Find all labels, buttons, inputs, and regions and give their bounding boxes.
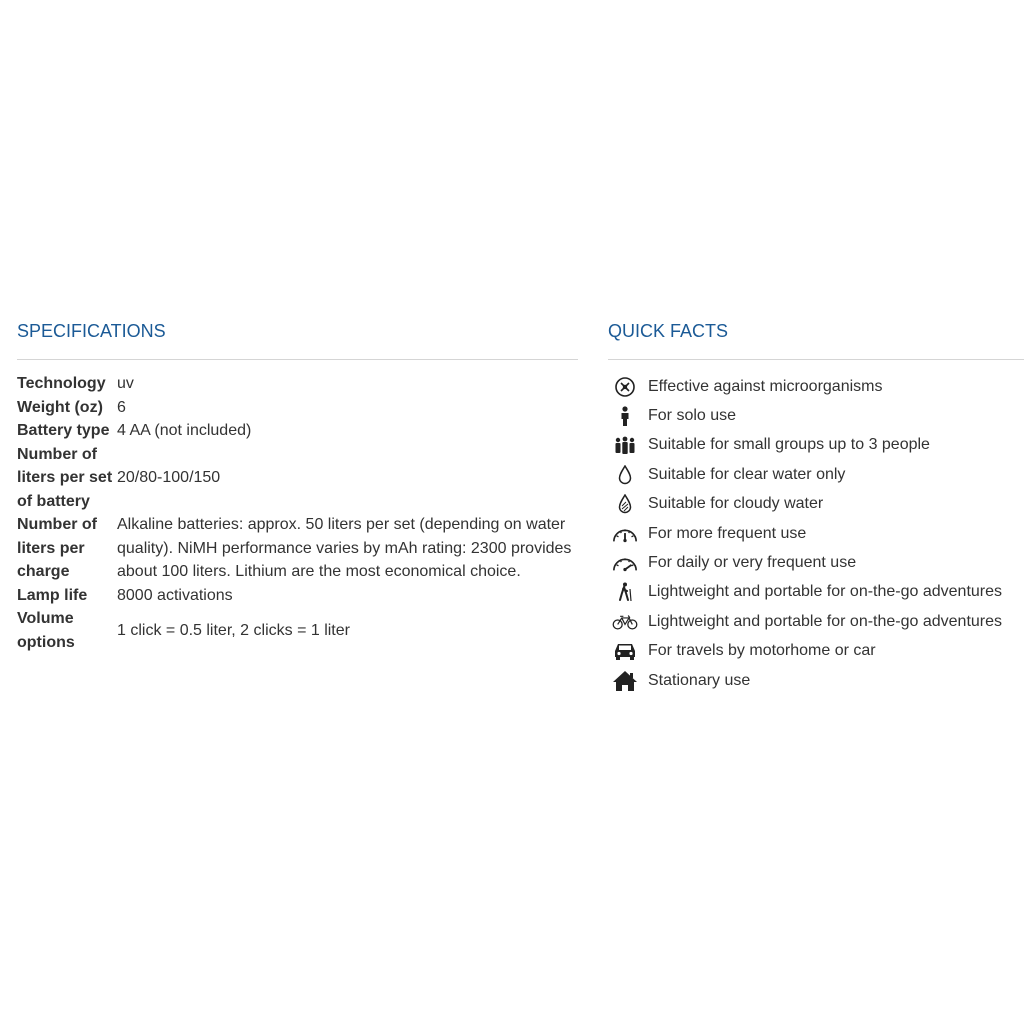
list-item (608, 637, 1024, 666)
fact-text: Suitable for cloudy water (648, 495, 824, 513)
table-row (17, 443, 578, 514)
fact-text: Suitable for clear water only (648, 465, 846, 483)
table-row (17, 513, 578, 584)
spec-label: Lamp life (17, 586, 88, 604)
quick-facts-title: QUICK FACTS (608, 318, 1024, 360)
fact-text: Lightweight and portable for on-the-go adventures (648, 612, 1003, 630)
table-row (17, 396, 578, 420)
table-row (17, 607, 578, 654)
fact-text: Suitable for small groups up to 3 people (648, 436, 930, 454)
list-item (608, 578, 1024, 607)
list-item (608, 372, 1024, 401)
list-item (608, 460, 1024, 489)
spec-value: uv (117, 375, 134, 392)
table-row (17, 419, 578, 443)
list-item (608, 666, 1024, 695)
table-row (17, 372, 578, 396)
spec-value: 6 (117, 398, 126, 416)
quick-facts-list (608, 372, 1024, 695)
list-item (608, 548, 1024, 577)
water-drop-icon (612, 462, 638, 488)
specifications-table (17, 372, 578, 654)
spec-value: 1 click = 0.5 liter, 2 clicks = 1 liter (117, 621, 350, 639)
fact-text: For solo use (648, 407, 737, 425)
fact-text: Effective against microorganisms (648, 377, 883, 395)
list-item (608, 490, 1024, 519)
spec-label: Volume options (17, 610, 75, 651)
microorganism-icon (612, 374, 638, 400)
spec-label: Technology (17, 375, 106, 392)
specifications-section (17, 318, 578, 654)
person-icon (612, 403, 638, 429)
car-icon (612, 638, 638, 664)
list-item (608, 519, 1024, 548)
house-icon (612, 668, 638, 694)
fact-text: For more frequent use (648, 524, 807, 542)
spec-label: Weight (oz) (17, 398, 103, 416)
list-item (608, 607, 1024, 636)
list-item (608, 431, 1024, 460)
bicycle-icon (612, 609, 638, 635)
spec-value: 4 AA (not included) (117, 422, 252, 439)
spec-value: Alkaline batteries: approx. 50 liters per set (depending on water quality). NiMH performance varies by mAh rating: 2300 provides about 100 liters. Lithium are the most economical choice. (117, 516, 572, 580)
group-icon (612, 432, 638, 458)
fact-text: For daily or very frequent use (648, 554, 857, 572)
fact-text: For travels by motorhome or car (648, 642, 876, 660)
cloudy-drop-icon (612, 491, 638, 517)
specifications-title: SPECIFICATIONS (17, 318, 578, 360)
table-row (17, 584, 578, 608)
fact-text: Lightweight and portable for on-the-go adventures (648, 583, 1003, 601)
spec-value: 8000 activations (117, 586, 233, 604)
gauge-medium-icon (612, 521, 638, 547)
spec-value: 20/80-100/150 (117, 469, 221, 486)
list-item (608, 401, 1024, 430)
spec-label: Battery type (17, 422, 110, 439)
fact-text: Stationary use (648, 671, 751, 689)
quick-facts-section (608, 318, 1024, 695)
gauge-high-icon (612, 550, 638, 576)
hiker-icon (612, 579, 638, 605)
spec-label: Number of liters per charge (17, 516, 97, 580)
spec-label: Number of liters per set of battery (17, 445, 113, 510)
